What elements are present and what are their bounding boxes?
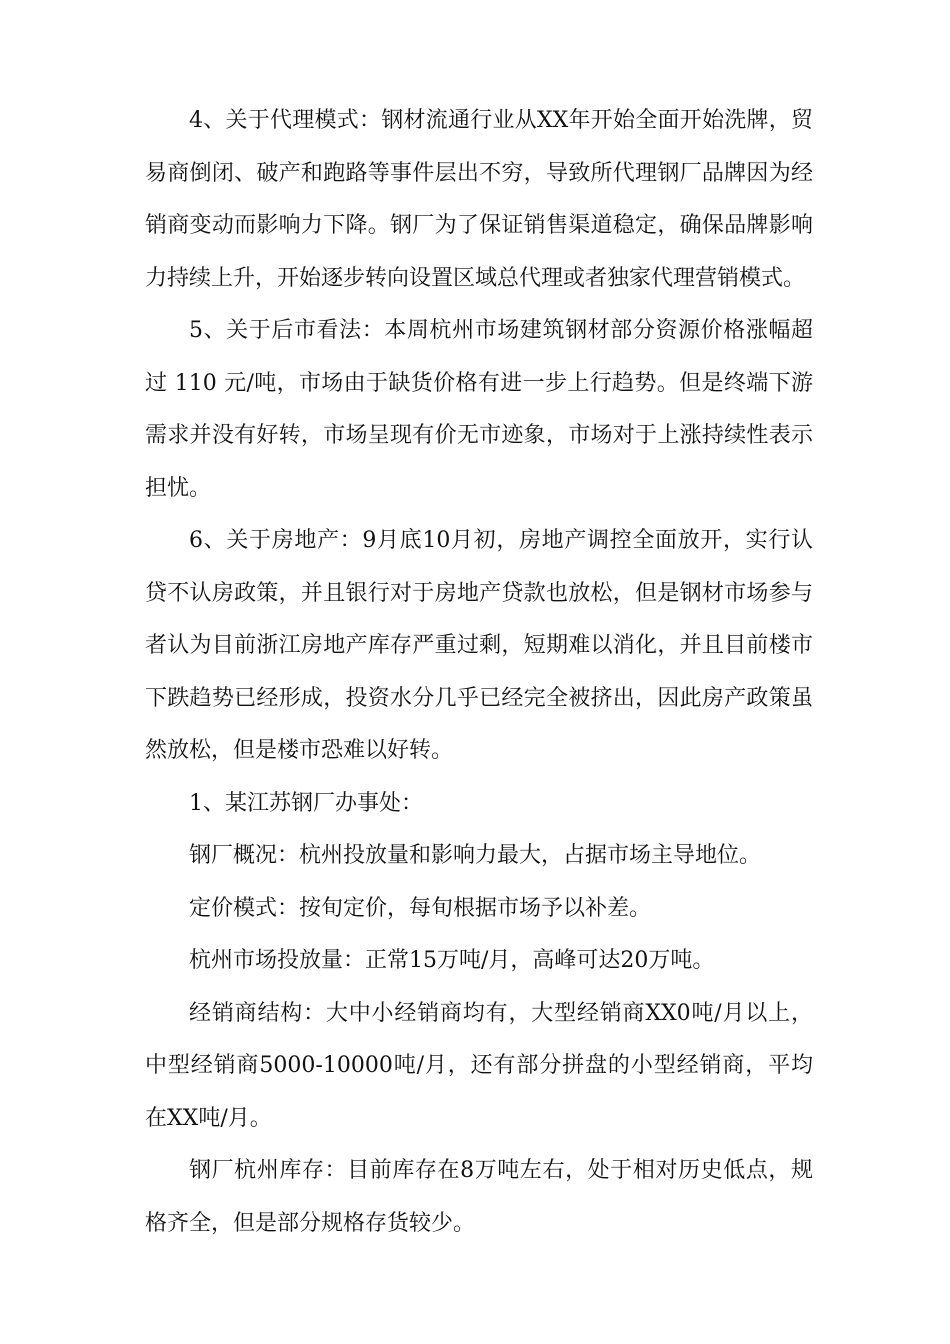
paragraph-pricing-model: 定价模式：按旬定价，每旬根据市场予以补差。 [189, 895, 652, 921]
document-body [145, 95, 813, 1250]
paragraph-agency-model: 4、关于代理模式：钢材流通行业从XX年开始全面开始洗牌，贸易商倒闭、破产和跑路等事件层出不穷，导致所代理钢厂品牌因为经销商变动而影响力下降。钢厂为了保证销售渠道稳定，确保品牌影响力持续上升，开始逐步转向设置区域总代理或者独家代理营销模式。 [145, 108, 813, 291]
paragraph-section-heading: 1、某江苏钢厂办事处： [189, 790, 423, 816]
paragraph-dealer-structure: 经销商结构：大中小经销商均有，大型经销商XX0吨/月以上，中型经销商5000-10000吨/月，还有部分拼盘的小型经销商，平均在XX吨/月。 [145, 1000, 813, 1131]
paragraph-inventory: 钢厂杭州库存：目前库存在8万吨左右，处于相对历史低点，规格齐全，但是部分规格存货较少。 [145, 1158, 813, 1236]
paragraph-real-estate: 6、关于房地产：9月底10月初，房地产调控全面放开，实行认贷不认房政策，并且银行对于房地产贷款也放松，但是钢材市场参与者认为目前浙江房地产库存严重过剩，短期难以消化，并且目前楼市下跌趋势已经形成，投资水分几乎已经完全被挤出，因此房产政策虽然放松，但是楼市恐难以好转。 [145, 528, 813, 763]
paragraph-mill-overview: 钢厂概况：杭州投放量和影响力最大，占据市场主导地位。 [189, 843, 762, 868]
paragraph-market-volume: 杭州市场投放量：正常15万吨/月，高峰可达20万吨。 [189, 948, 715, 973]
paragraph-market-outlook: 5、关于后市看法：本周杭州市场建筑钢材部分资源价格涨幅超过 110 元/吨，市场由于缺货价格有进一步上行趋势。但是终端下游需求并没有好转，市场呈现有价无市迹象，市场对于上涨持续性表示担忧。 [145, 318, 813, 501]
